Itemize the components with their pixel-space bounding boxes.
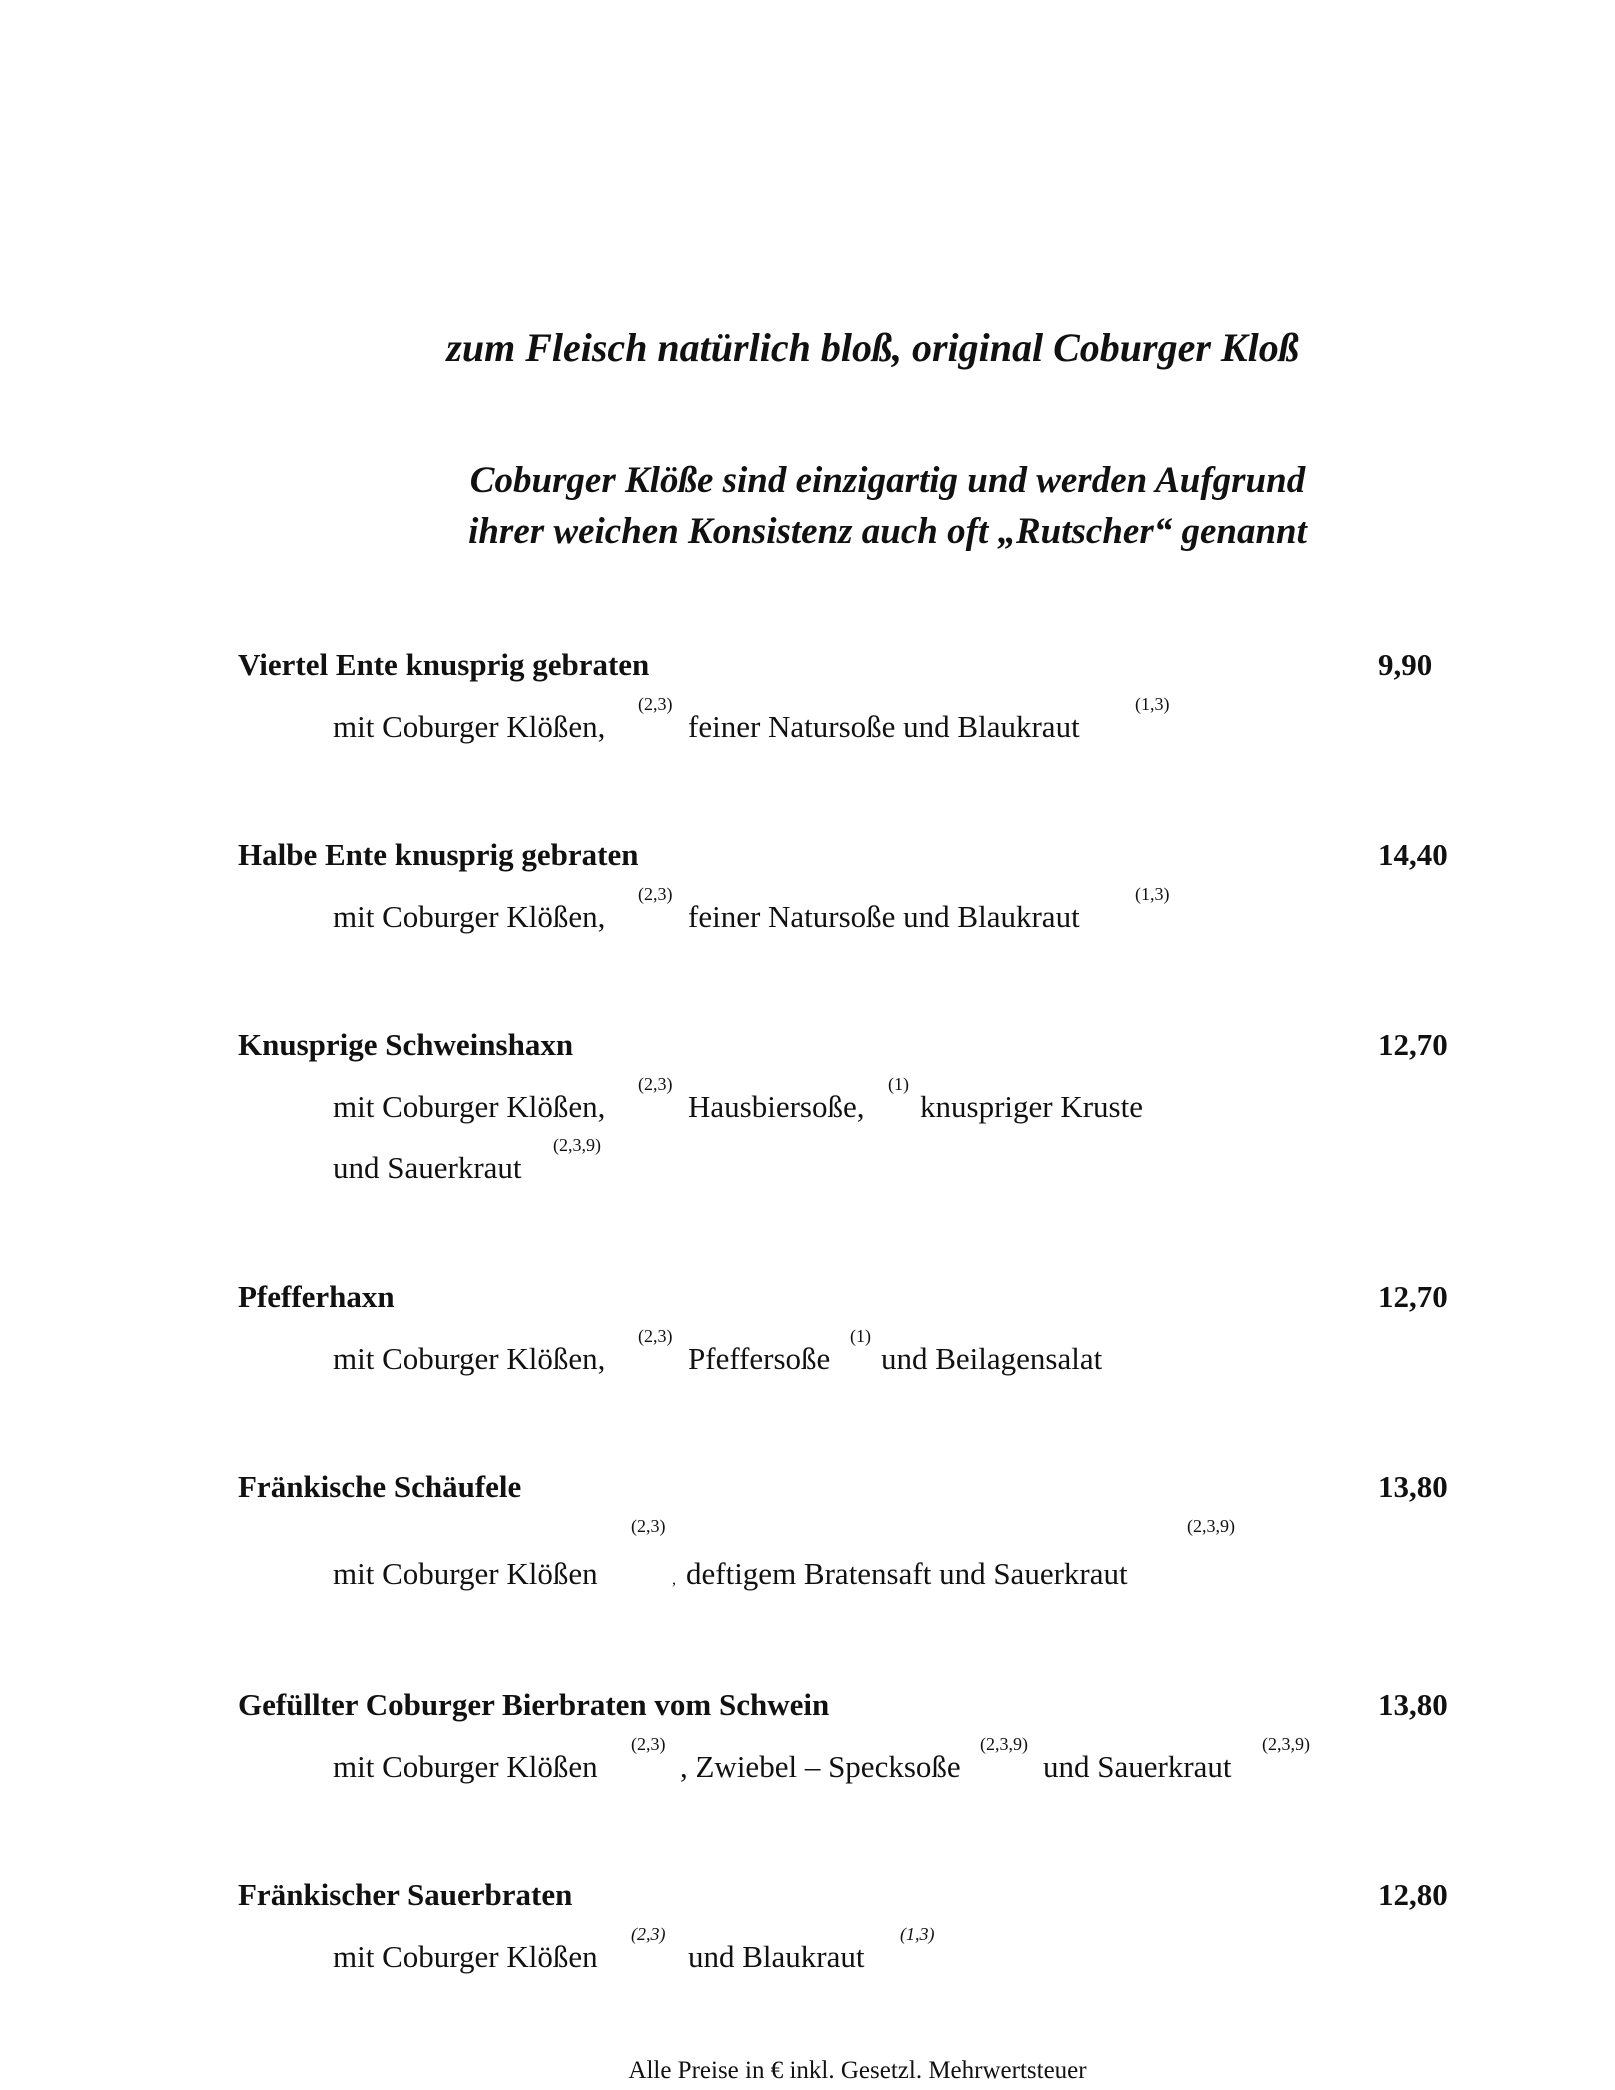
- dish-name: Fränkischer Sauerbraten: [238, 1877, 573, 1912]
- allergen-note: (2,3): [631, 1924, 666, 1944]
- allergen-note: (1,3): [1135, 694, 1170, 714]
- allergen-note: (2,3): [631, 1734, 666, 1754]
- description-text: mit Coburger Klößen: [333, 1749, 598, 1784]
- description-text: feiner Natursoße und Blaukraut: [688, 709, 1080, 744]
- dish-description-cont: [0, 1135, 1615, 1188]
- description-text: und Beilagensalat: [881, 1341, 1103, 1376]
- allergen-note: (1,3): [1135, 884, 1170, 904]
- dish-name: Pfefferhaxn: [238, 1279, 395, 1314]
- allergen-note: (1): [888, 1074, 909, 1094]
- allergen-note: (2,3): [638, 884, 673, 904]
- dish-price: 12,80: [1378, 1877, 1448, 1912]
- allergen-note: (2,3): [638, 694, 673, 714]
- description-text: mit Coburger Klößen,: [333, 709, 606, 744]
- dish-description: [0, 1074, 1615, 1127]
- description-text: mit Coburger Klößen,: [333, 899, 606, 934]
- description-text: mit Coburger Klößen,: [333, 1341, 606, 1376]
- intro-line-2: ihrer weichen Konsistenz auch oft „Rutscher“ genannt: [468, 511, 1307, 552]
- description-text: Pfeffersoße: [688, 1341, 831, 1376]
- allergen-note: (1): [850, 1326, 871, 1346]
- comma-mark: ,: [672, 1571, 676, 1588]
- dish-price: 13,80: [1378, 1687, 1448, 1722]
- dish-description: [0, 1734, 1615, 1787]
- description-text: mit Coburger Klößen: [333, 1556, 598, 1591]
- allergen-note: (2,3,9): [553, 1135, 601, 1155]
- description-text: mit Coburger Klößen,: [333, 1089, 606, 1124]
- dish-price: 9,90: [1378, 647, 1433, 682]
- description-text: und Blaukraut: [688, 1939, 865, 1974]
- allergen-note: (2,3): [638, 1326, 673, 1346]
- dish-price: 14,40: [1378, 837, 1448, 872]
- dish-description: [0, 884, 1615, 937]
- allergen-note: (2,3): [638, 1074, 673, 1094]
- allergen-note: (2,3,9): [980, 1734, 1028, 1754]
- allergen-note: (2,3,9): [1187, 1516, 1235, 1536]
- dish-price: 13,80: [1378, 1469, 1448, 1504]
- menu-headline: zum Fleisch natürlich bloß, original Coburger Kloß: [446, 325, 1299, 370]
- dish-price: 12,70: [1378, 1279, 1448, 1314]
- intro-line-1: Coburger Klöße sind einzigartig und werden Aufgrund: [469, 460, 1306, 501]
- dish-name: Knusprige Schweinshaxn: [238, 1027, 574, 1062]
- dish-description: [0, 1516, 1615, 1594]
- dish-description: [0, 1326, 1615, 1379]
- dish-price: 12,70: [1378, 1027, 1448, 1062]
- price-footnote: Alle Preise in € inkl. Gesetzl. Mehrwertsteuer: [628, 2057, 1087, 2084]
- dish-name: Fränkische Schäufele: [238, 1469, 522, 1504]
- description-text: deftigem Bratensaft und Sauerkraut: [686, 1556, 1128, 1591]
- dish-name: Gefüllter Coburger Bierbraten vom Schwein: [238, 1687, 830, 1722]
- intro-text: [0, 455, 1615, 557]
- description-text: Hausbiersoße,: [688, 1089, 865, 1124]
- allergen-note: (2,3,9): [1262, 1734, 1310, 1754]
- dish-description: [0, 694, 1615, 747]
- description-text: mit Coburger Klößen: [333, 1939, 598, 1974]
- dish-name: Halbe Ente knusprig gebraten: [238, 837, 639, 872]
- allergen-note: (2,3): [631, 1516, 666, 1536]
- description-text: und Sauerkraut: [1043, 1749, 1232, 1784]
- description-text: , Zwiebel – Specksoße: [680, 1749, 961, 1784]
- description-text: und Sauerkraut: [333, 1150, 522, 1185]
- dish-name: Viertel Ente knusprig gebraten: [238, 647, 650, 682]
- dish-description: [0, 1924, 1615, 1977]
- allergen-note: (1,3): [900, 1924, 935, 1944]
- description-text: knuspriger Kruste: [920, 1089, 1143, 1124]
- description-text: feiner Natursoße und Blaukraut: [688, 899, 1080, 934]
